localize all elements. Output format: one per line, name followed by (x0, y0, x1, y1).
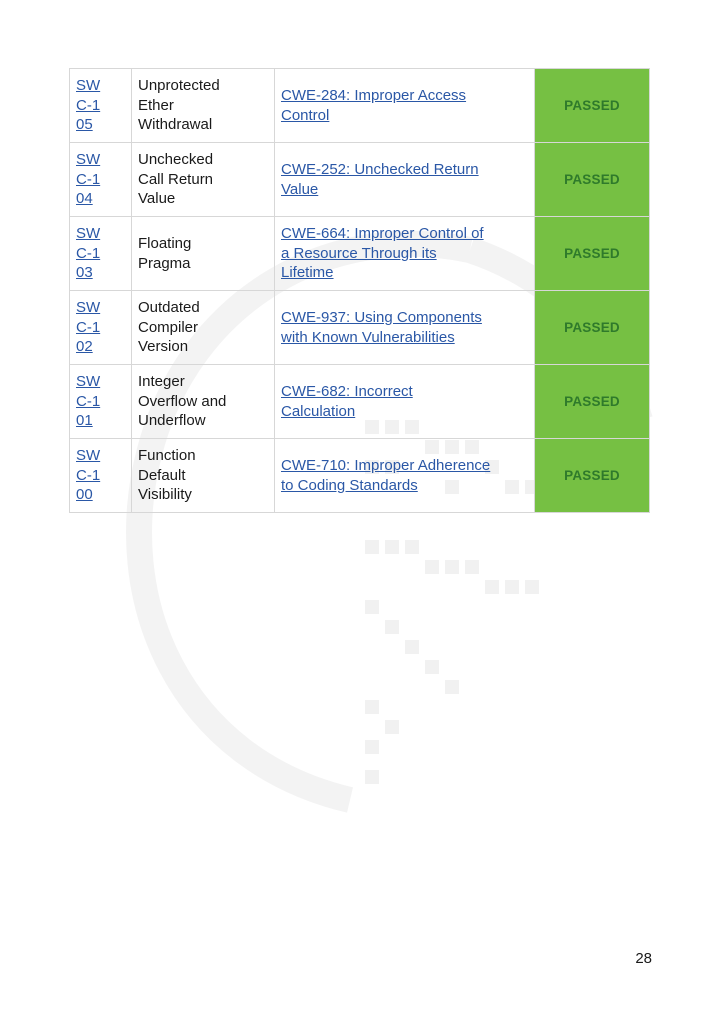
table-row (70, 365, 650, 439)
status-cell (535, 217, 650, 291)
swc-id-link[interactable]: SW C-1 05 (76, 77, 101, 134)
cwe-link[interactable]: CWE-284: Improper Access Control (281, 87, 467, 124)
status-cell (535, 69, 650, 143)
status-badge: PASSED (564, 467, 620, 483)
swc-id-cell[interactable] (70, 143, 132, 217)
status-badge: PASSED (564, 245, 620, 261)
status-badge: PASSED (564, 319, 620, 335)
swc-id-link[interactable]: SW C-1 02 (76, 299, 101, 356)
check-name-cell: Integer Overflow and Underflow (132, 365, 275, 439)
check-name-cell: Outdated Compiler Version (132, 291, 275, 365)
cwe-cell[interactable] (275, 291, 535, 365)
cwe-cell[interactable] (275, 365, 535, 439)
swc-id-link[interactable]: SW C-1 03 (76, 225, 101, 282)
findings-table (69, 68, 650, 513)
table-row (70, 291, 650, 365)
cwe-cell[interactable] (275, 439, 535, 513)
status-cell (535, 143, 650, 217)
status-badge: PASSED (564, 171, 620, 187)
check-name-cell: Floating Pragma (132, 217, 275, 291)
check-name-cell: Function Default Visibility (132, 439, 275, 513)
table-row (70, 69, 650, 143)
status-badge: PASSED (564, 97, 620, 113)
swc-id-link[interactable]: SW C-1 00 (76, 447, 101, 504)
check-name-cell: Unchecked Call Return Value (132, 143, 275, 217)
cwe-link[interactable]: CWE-252: Unchecked Return Value (281, 161, 479, 198)
cwe-link[interactable]: CWE-664: Improper Control of a Resource Through its Lifetime (281, 225, 484, 282)
cwe-link[interactable]: CWE-710: Improper Adherence to Coding Standards (281, 457, 491, 494)
cwe-cell[interactable] (275, 143, 535, 217)
cwe-link[interactable]: CWE-937: Using Components with Known Vulnerabilities (281, 309, 482, 346)
swc-id-cell[interactable] (70, 439, 132, 513)
swc-id-cell[interactable] (70, 365, 132, 439)
check-name-cell: Unprotected Ether Withdrawal (132, 69, 275, 143)
swc-id-link[interactable]: SW C-1 01 (76, 373, 101, 430)
page-number: 28 (635, 950, 652, 967)
status-badge: PASSED (564, 393, 620, 409)
swc-id-cell[interactable] (70, 217, 132, 291)
table-row (70, 439, 650, 513)
status-cell (535, 365, 650, 439)
swc-id-cell[interactable] (70, 69, 132, 143)
table-row (70, 143, 650, 217)
cwe-link[interactable]: CWE-682: Incorrect Calculation (281, 383, 413, 420)
swc-id-cell[interactable] (70, 291, 132, 365)
swc-id-link[interactable]: SW C-1 04 (76, 151, 101, 208)
cwe-cell[interactable] (275, 217, 535, 291)
cwe-cell[interactable] (275, 69, 535, 143)
status-cell (535, 439, 650, 513)
status-cell (535, 291, 650, 365)
table-row (70, 217, 650, 291)
